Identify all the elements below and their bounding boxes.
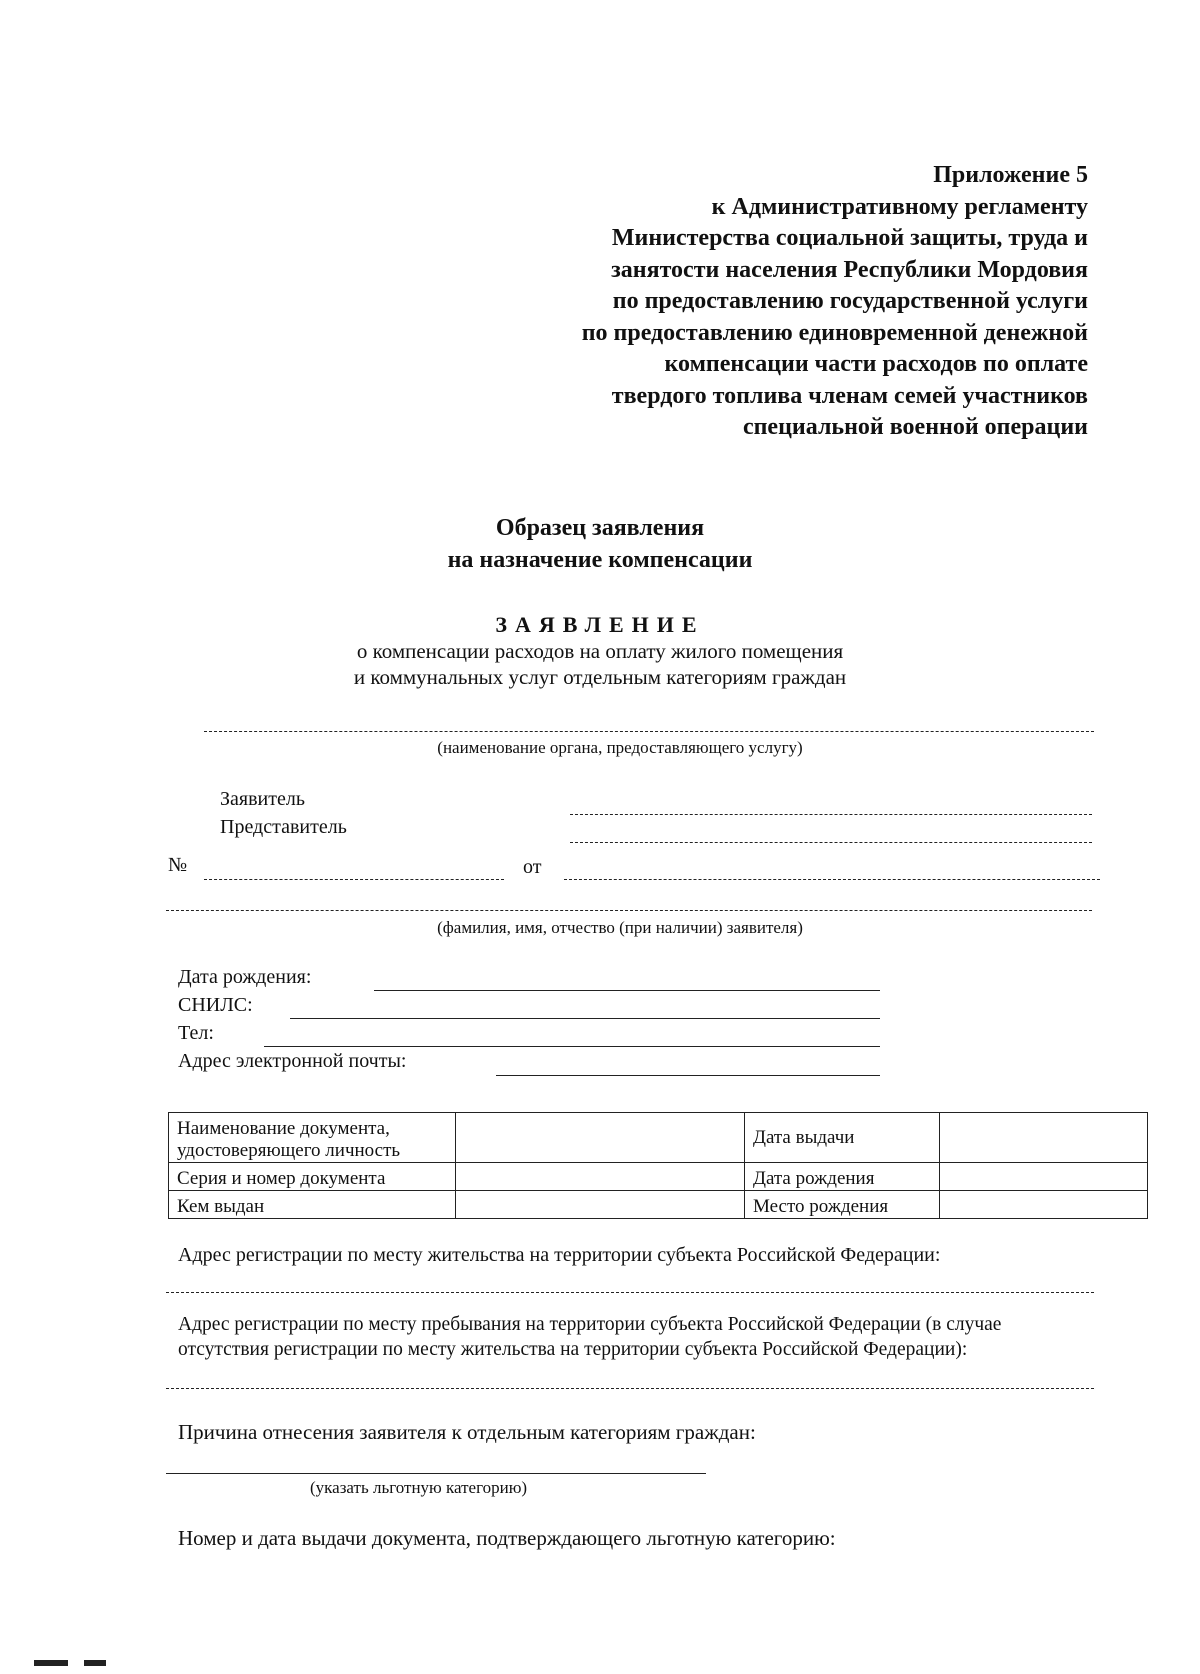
category-field[interactable]	[166, 1473, 706, 1474]
appendix-line: по предоставлению государственной услуги	[612, 288, 1088, 314]
appendix-line: Приложение 5	[933, 162, 1088, 188]
table-row	[169, 1191, 1148, 1219]
table-birth-date-value[interactable]	[940, 1163, 1148, 1191]
email-label: Адрес электронной почты:	[178, 1050, 407, 1072]
birth-place-label: Место рождения	[745, 1191, 940, 1219]
sample-title: Образец заявления	[495, 515, 705, 541]
stay-address-field[interactable]	[166, 1388, 1094, 1389]
phone-field[interactable]	[264, 1046, 880, 1047]
phone-label: Тел:	[178, 1022, 214, 1044]
id-document-table	[168, 1112, 1148, 1219]
fio-caption: (фамилия, имя, отчество (при наличии) заявителя)	[437, 918, 803, 937]
series-number-value[interactable]	[456, 1163, 745, 1191]
issue-date-value[interactable]	[940, 1113, 1148, 1163]
category-caption: (указать льготную категорию)	[310, 1478, 528, 1497]
birth-date-field[interactable]	[374, 990, 880, 991]
snils-field[interactable]	[290, 1018, 880, 1019]
statement-subtitle-1: о компенсации расходов на оплату жилого помещения	[356, 639, 844, 663]
table-birth-date-label: Дата рождения	[745, 1163, 940, 1191]
table-row	[169, 1163, 1148, 1191]
statement-heading: ЗАЯВЛЕНИЕ	[495, 612, 705, 637]
fio-field[interactable]	[166, 910, 1092, 911]
birth-place-value[interactable]	[940, 1191, 1148, 1219]
applicant-label: Заявитель	[220, 788, 305, 810]
issue-date-label: Дата выдачи	[745, 1113, 940, 1163]
from-date-field[interactable]	[564, 879, 1100, 880]
category-document-label: Номер и дата выдачи документа, подтверждающего льготную категорию:	[178, 1526, 836, 1550]
stay-address-label-2: отсутствия регистрации по месту жительства на территории субъекта Российской Федерации):	[178, 1339, 968, 1360]
appendix-line: к Административному регламенту	[711, 193, 1088, 220]
category-reason-label: Причина отнесения заявителя к отдельным категориям граждан:	[178, 1420, 756, 1444]
scan-artifact	[84, 1660, 106, 1666]
email-field[interactable]	[496, 1075, 880, 1076]
number-field[interactable]	[204, 879, 504, 880]
id-doc-name-value[interactable]	[456, 1113, 745, 1163]
stay-address-label-1: Адрес регистрации по месту пребывания на территории субъекта Российской Федерации (в случае	[178, 1314, 1002, 1335]
appendix-line: по предоставлению единовременной денежной	[581, 319, 1088, 346]
organ-name-field[interactable]	[204, 731, 1094, 732]
appendix-line: Министерства социальной защиты, труда и	[611, 225, 1088, 251]
series-number-label: Серия и номер документа	[169, 1163, 456, 1191]
table-row	[169, 1113, 1148, 1163]
appendix-header	[582, 160, 1088, 444]
appendix-line: занятости населения Республики Мордовия	[611, 256, 1088, 283]
representative-label: Представитель	[220, 816, 347, 838]
appendix-line: твердого топлива членам семей участников	[611, 382, 1088, 409]
scan-artifact	[34, 1660, 68, 1666]
residence-address-label: Адрес регистрации по месту жительства на территории субъекта Российской Федерации:	[178, 1244, 941, 1266]
representative-field[interactable]	[570, 842, 1092, 843]
statement-subtitle-2: и коммунальных услуг отдельным категориям граждан	[353, 665, 847, 689]
appendix-line: специальной военной операции	[742, 414, 1088, 440]
issued-by-label: Кем выдан	[169, 1191, 456, 1219]
residence-address-field[interactable]	[166, 1292, 1094, 1293]
id-doc-name-label: Наименование документа, удостоверяющего личность	[169, 1113, 456, 1163]
appendix-line: компенсации части расходов по оплате	[664, 351, 1088, 377]
issued-by-value[interactable]	[456, 1191, 745, 1219]
number-label: №	[168, 854, 188, 876]
sample-subtitle: на назначение компенсации	[447, 547, 753, 573]
organ-caption: (наименование органа, предоставляющего услугу)	[437, 738, 803, 757]
applicant-field[interactable]	[570, 814, 1092, 815]
from-label: от	[523, 856, 542, 878]
snils-label: СНИЛС:	[178, 994, 253, 1016]
birth-date-label: Дата рождения:	[178, 966, 312, 988]
